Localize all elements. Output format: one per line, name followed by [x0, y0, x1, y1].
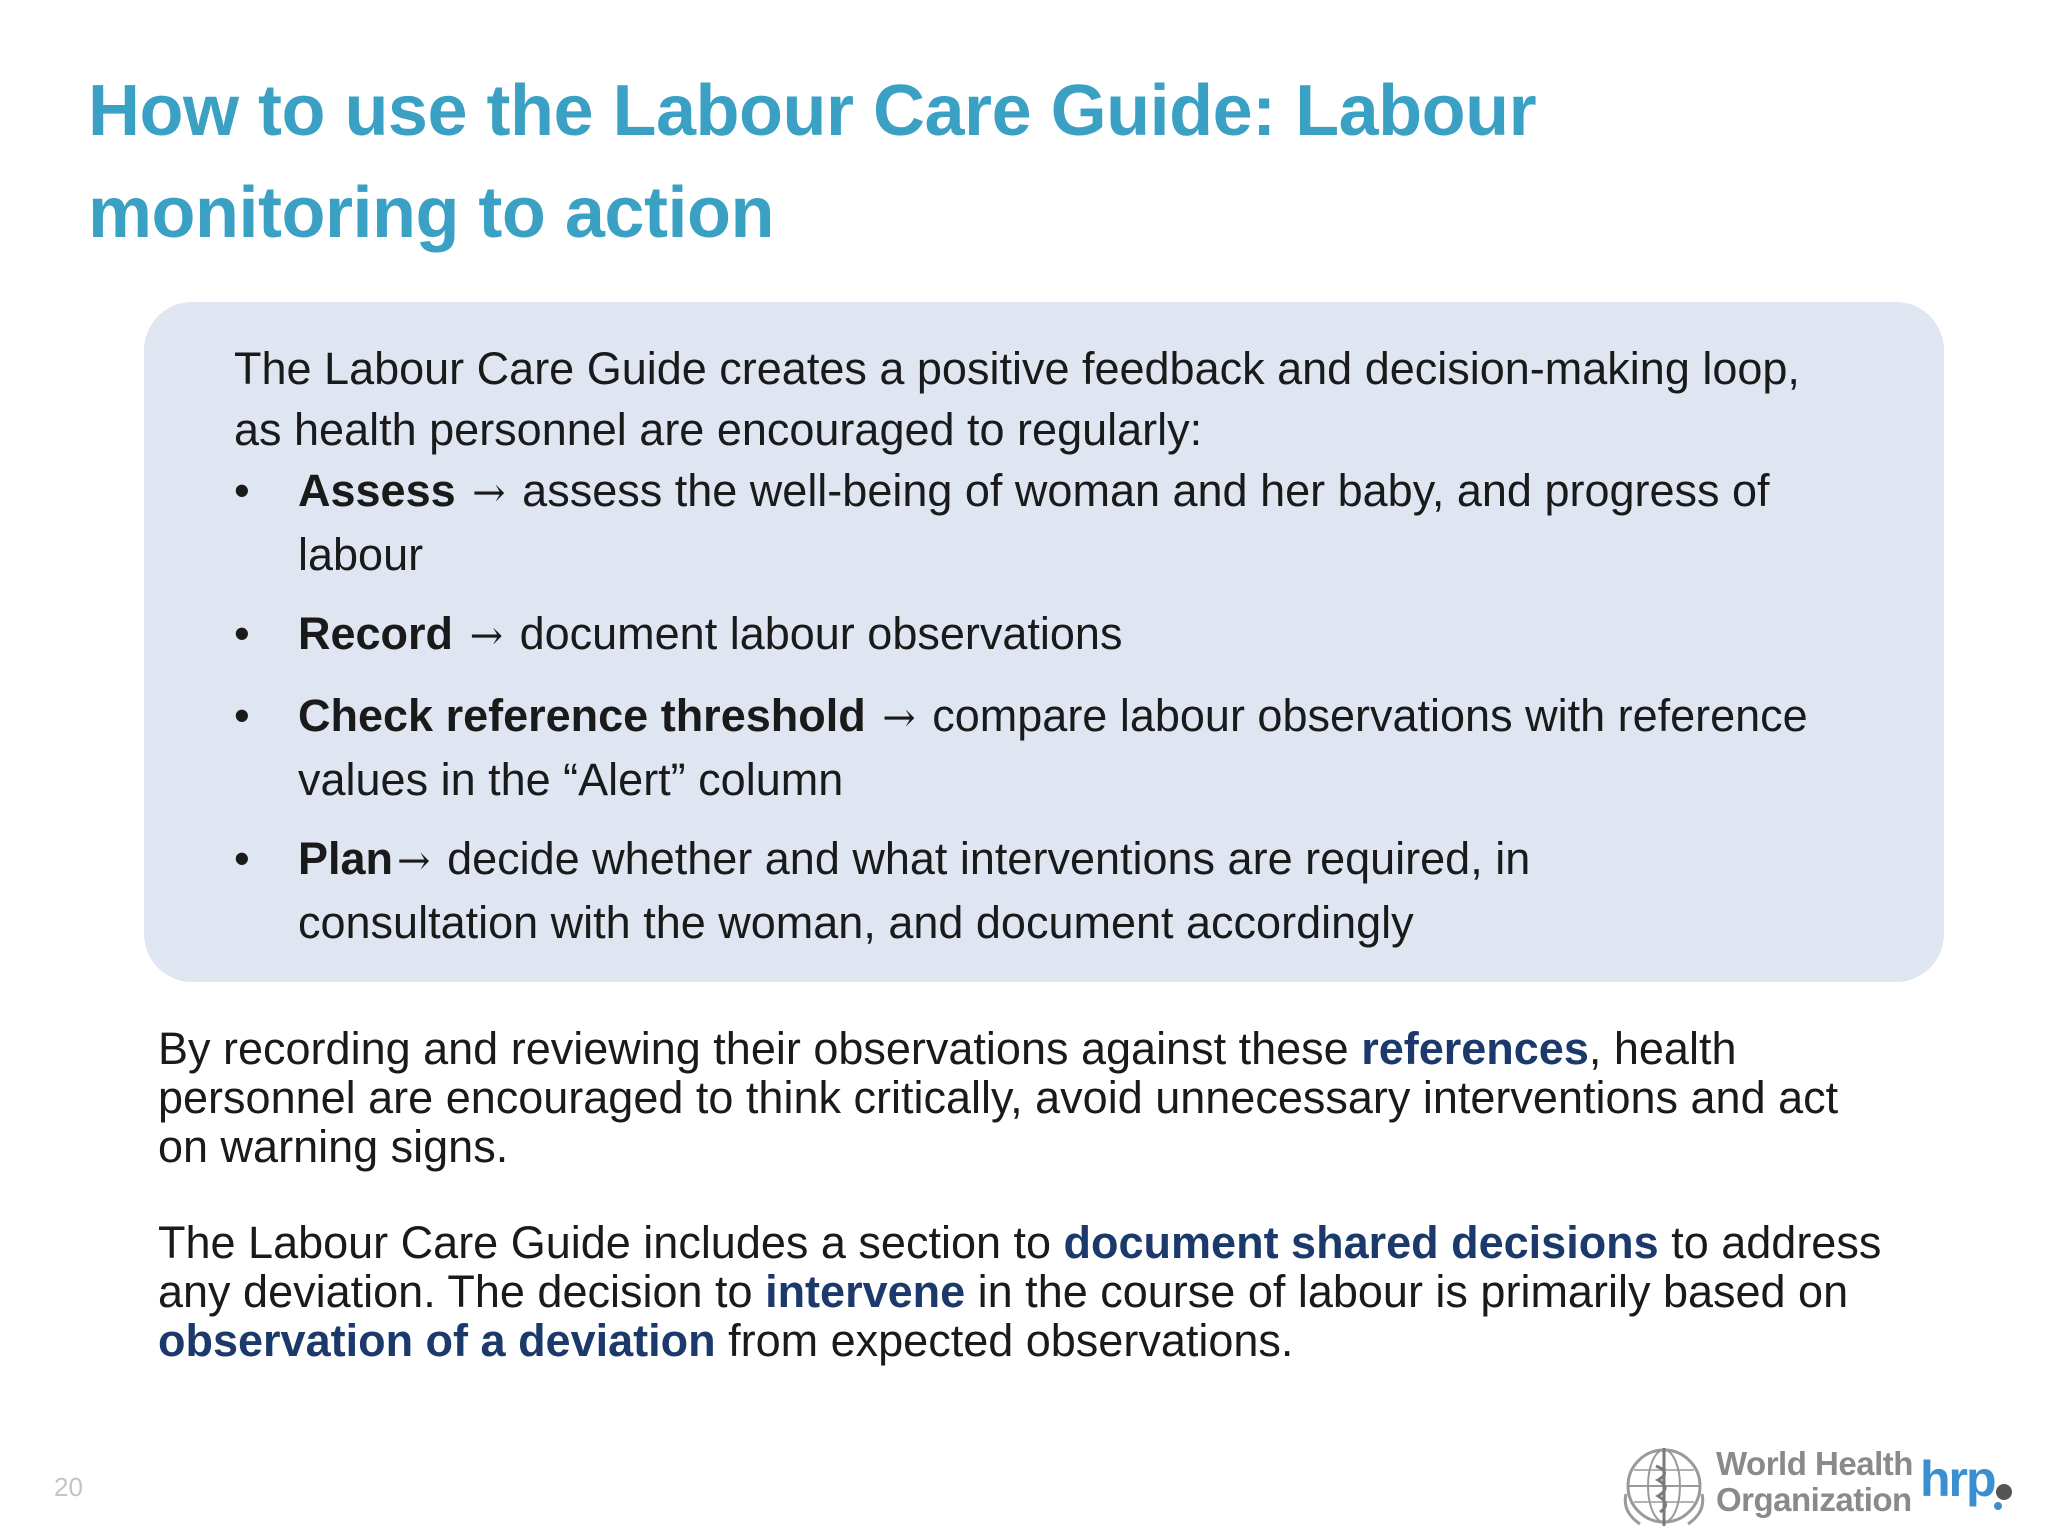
who-line: World Health [1716, 1445, 1913, 1482]
step-term: Plan [298, 833, 394, 884]
step-list [234, 460, 1914, 953]
step-term: Check reference threshold [298, 690, 866, 741]
text-line: on warning signs. [158, 1121, 509, 1172]
keyword-shared-decisions: document shared decisions [1063, 1217, 1659, 1268]
shared-decisions-paragraph [158, 1218, 1958, 1365]
intro-line: The Labour Care Guide creates a positive feedback and decision-making loop, [234, 343, 1800, 394]
step-desc: compare labour observations with reference [919, 690, 1808, 741]
text-run: any deviation. The decision to [158, 1266, 766, 1317]
intro-line: as health personnel are encouraged to regularly: [234, 404, 1203, 455]
arrow-icon: → [469, 613, 504, 659]
step-desc-cont: consultation with the woman, and document accordingly [298, 897, 1414, 948]
text-run: The Labour Care Guide includes a section to [158, 1217, 1064, 1268]
arrow-icon: → [397, 838, 431, 884]
page-number: 20 [54, 1472, 83, 1502]
step-check-threshold [234, 685, 1914, 810]
who-emblem-icon [1620, 1442, 1708, 1530]
hrp-wordmark: hrp [1920, 1451, 1995, 1507]
step-desc: assess the well-being of woman and her baby, and progress of [509, 465, 1770, 516]
keyword-intervene: intervene [765, 1266, 966, 1317]
arrow-icon: → [882, 695, 916, 741]
references-paragraph [158, 1024, 1958, 1171]
step-record [234, 603, 1914, 667]
step-desc: decide whether and what interventions are required, in [434, 833, 1531, 884]
keyword-references: references [1361, 1023, 1589, 1074]
arrow-icon: → [472, 470, 506, 516]
bullet-icon: • [234, 608, 250, 659]
bullet-icon: • [234, 465, 250, 516]
who-logo [1620, 1440, 1913, 1530]
step-term: Assess [298, 465, 456, 516]
text-run: in the course of labour is primarily based on [965, 1266, 1849, 1317]
bullet-icon: • [234, 833, 250, 884]
who-wordmark [1716, 1446, 1913, 1518]
title-line: How to use the Labour Care Guide: Labour [88, 71, 1537, 151]
hrp-dots-icon [1994, 1484, 2030, 1524]
hrp-logo [1920, 1450, 1995, 1508]
who-line: Organization [1716, 1481, 1912, 1518]
step-term: Record [298, 608, 454, 659]
step-desc: document labour observations [507, 608, 1123, 659]
text-run: By recording and reviewing their observations against these [158, 1023, 1362, 1074]
text-run: , health [1588, 1023, 1737, 1074]
slide-title [88, 60, 1688, 264]
intro-text [234, 338, 1914, 460]
text-run: from expected observations. [715, 1315, 1294, 1366]
title-line: monitoring to action [88, 173, 774, 253]
step-desc-cont: values in the “Alert” column [298, 754, 844, 805]
bullet-icon: • [234, 690, 250, 741]
step-assess [234, 460, 1914, 585]
text-line: personnel are encouraged to think critically, avoid unnecessary interventions and act [158, 1072, 1839, 1123]
text-run: to address [1658, 1217, 1882, 1268]
keyword-observation-deviation: observation of a deviation [158, 1315, 716, 1366]
step-desc-cont: labour [298, 529, 424, 580]
step-plan [234, 828, 1914, 953]
